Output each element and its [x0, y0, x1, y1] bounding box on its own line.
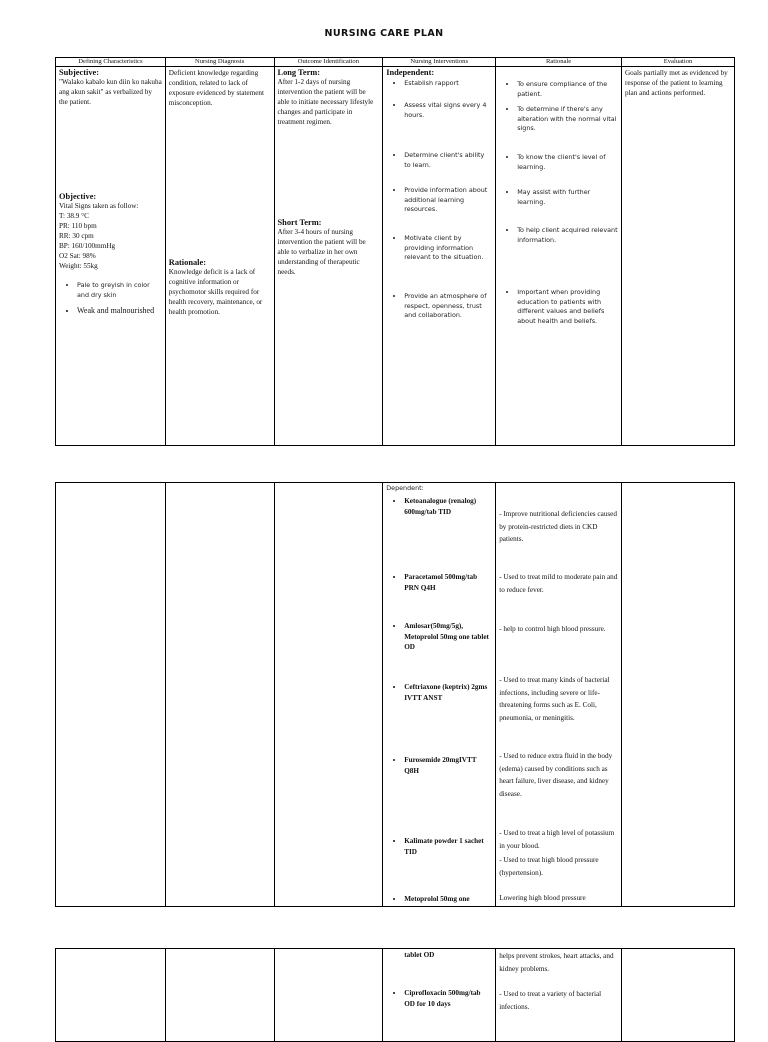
dependent-interventions-cell [383, 483, 496, 907]
header-row [56, 58, 735, 67]
empty-cell [274, 483, 383, 907]
list-item: • Ciprofloxacin 500mg/tab OD for 10 days [404, 988, 492, 1009]
list-item: • Pale to greyish in color and dry skin [77, 281, 162, 300]
vital-weight: Weight: 55kg [59, 262, 98, 270]
short-term-text: After 3-4 hours of nursing intervention the patient will be able to verbalize in her own understanding of therapeutic needs. [277, 228, 366, 276]
drug-rationale: - Used to treat many kinds of bacterial infections, including severe or life-threatening forms such as E. Coli, pneumonia, or meningitis. [499, 676, 610, 722]
subjective-text: "Walako kabalo kun diin ko nakuha ang akun sakit" as verbalized by the patient. [59, 78, 162, 106]
table-row [56, 483, 735, 907]
list-item: • Provide information about additional learning resources. [404, 186, 492, 215]
diagnosis-text: Deficient knowledge regarding condition, related to lack of exposure evidenced by statement misconception. [168, 69, 264, 107]
short-term-label: Short Term: [277, 218, 322, 227]
drug-rationale: Lowering high blood pressure [499, 894, 586, 902]
list-item: • Provide an atmosphere of respect, openness, trust and collaboration. [404, 292, 492, 321]
diagnosis-rationale-label: Rationale: [168, 258, 206, 267]
empty-cell [274, 949, 383, 1042]
list-item: • To determine if there's any alteration with the normal vital signs. [517, 105, 618, 134]
objective-bullet-list [59, 281, 162, 316]
page-title: NURSING CARE PLAN [324, 28, 444, 39]
nursing-diagnosis-cell [165, 67, 274, 446]
drug-rationale: - Used to treat mild to moderate pain and to reduce fever. [499, 573, 618, 594]
header-evaluation: Evaluation [621, 58, 734, 67]
care-plan-table-continued-2 [55, 948, 735, 1042]
list-item: • Establish rapport [404, 79, 492, 89]
drug-rationale: - Used to treat a high level of potassium in your blood. [499, 829, 615, 850]
empty-cell [56, 483, 166, 907]
drug-rationale: - Improve nutritional deficiencies caused by protein-restricted diets in CKD patients. [499, 510, 617, 543]
long-term-label: Long Term: [277, 68, 321, 77]
defining-characteristics-cell [56, 67, 166, 446]
drug-rationale: helps prevent strokes, heart attacks, and kidney problems. [499, 952, 614, 973]
empty-cell [165, 949, 274, 1042]
list-item: • Weak and malnourished [77, 306, 162, 316]
empty-cell [165, 483, 274, 907]
outcome-identification-cell [274, 67, 383, 446]
list-item: • Furosemide 20mgIVTT Q8H [404, 755, 492, 776]
care-plan-table [55, 57, 735, 446]
rationale-cell [496, 67, 622, 446]
care-plan-table-continued [55, 482, 735, 907]
drug-rationale: - Used to reduce extra fluid in the body (edema) caused by conditions such as heart failure, liver disease, and kidney disease. [499, 752, 613, 798]
list-item: • To ensure compliance of the patient. [517, 80, 618, 99]
objective-label: Objective: [59, 192, 97, 201]
vital-pulse: PR: 110 bpm [59, 222, 97, 230]
header-nursing-diagnosis: Nursing Diagnosis [165, 58, 274, 67]
list-item: • Kalimate powder 1 sachet TID [404, 836, 492, 857]
drug-continuation: tablet OD [404, 951, 435, 959]
dependent-rationale-cell [496, 483, 622, 907]
independent-label: Independent: [386, 68, 435, 77]
dependent-interventions-cell [383, 949, 496, 1042]
header-nursing-interventions: Nursing Interventions [383, 58, 496, 67]
vital-respiration: RR: 30 cpm [59, 232, 94, 240]
subjective-label: Subjective: [59, 68, 100, 77]
vital-temperature: T: 38.9 °C [59, 212, 89, 220]
table-row [56, 67, 735, 446]
empty-cell [621, 483, 734, 907]
list-item: • Ketoanalogue (renalog) 600mg/tab TID [404, 496, 492, 517]
list-item: • May assist with further learning. [517, 188, 618, 207]
drug-rationale: - help to control high blood pressure. [499, 625, 606, 633]
drug-rationale: - Used to treat high blood pressure (hypertension). [499, 856, 599, 877]
list-item: • Paracetamol 500mg/tab PRN Q4H [404, 572, 492, 593]
empty-cell [56, 949, 166, 1042]
vital-o2-sat: O2 Sat: 98% [59, 252, 96, 260]
header-defining-characteristics: Defining Characteristics [56, 58, 166, 67]
list-item: • Ceftriaxone (keptrix) 2gms IVTT ANST [404, 682, 492, 703]
list-item: • Motivate client by providing information relevant to the situation. [404, 234, 492, 263]
nursing-interventions-cell [383, 67, 496, 446]
list-item: • Important when providing education to patients with different values and beliefs about health and beliefs. [517, 288, 618, 326]
evaluation-cell [621, 67, 734, 446]
list-item: • To help client acquired relevant information. [517, 226, 618, 245]
evaluation-text: Goals partially met as evidenced by response of the patient to learning plan and actions performed. [624, 69, 728, 97]
diagnosis-rationale-text: Knowledge deficit is a lack of cognitive information or psychomotor skills required for health recovery, maintenance, or health promotion. [168, 268, 263, 316]
vitals-intro: Vital Signs taken as follow: [59, 202, 139, 210]
empty-cell [621, 949, 734, 1042]
dependent-rationale-cell [496, 949, 622, 1042]
drug-rationale: - Used to treat a variety of bacterial infections. [499, 990, 602, 1011]
list-item: • Assess vital signs every 4 hours. [404, 101, 492, 120]
list-item: • Amlosar(50mg/5g), Metoprolol 50mg one tablet OD [404, 621, 492, 653]
list-item: • To know the client's level of learning. [517, 153, 618, 172]
table-row [56, 949, 735, 1042]
list-item: • Metoprolol 50mg one [404, 894, 492, 905]
long-term-text: After 1-2 days of nursing intervention the patient will be able to initiate necessary lifestyle changes and participate in treatment regimen. [277, 78, 374, 126]
header-rationale: Rationale [496, 58, 622, 67]
dependent-label: Dependent: [386, 484, 424, 492]
header-outcome-identification: Outcome Identification [274, 58, 383, 67]
list-item: • Determine client's ability to learn. [404, 151, 492, 170]
vital-blood-pressure: BP: 160/100mmHg [59, 242, 116, 250]
